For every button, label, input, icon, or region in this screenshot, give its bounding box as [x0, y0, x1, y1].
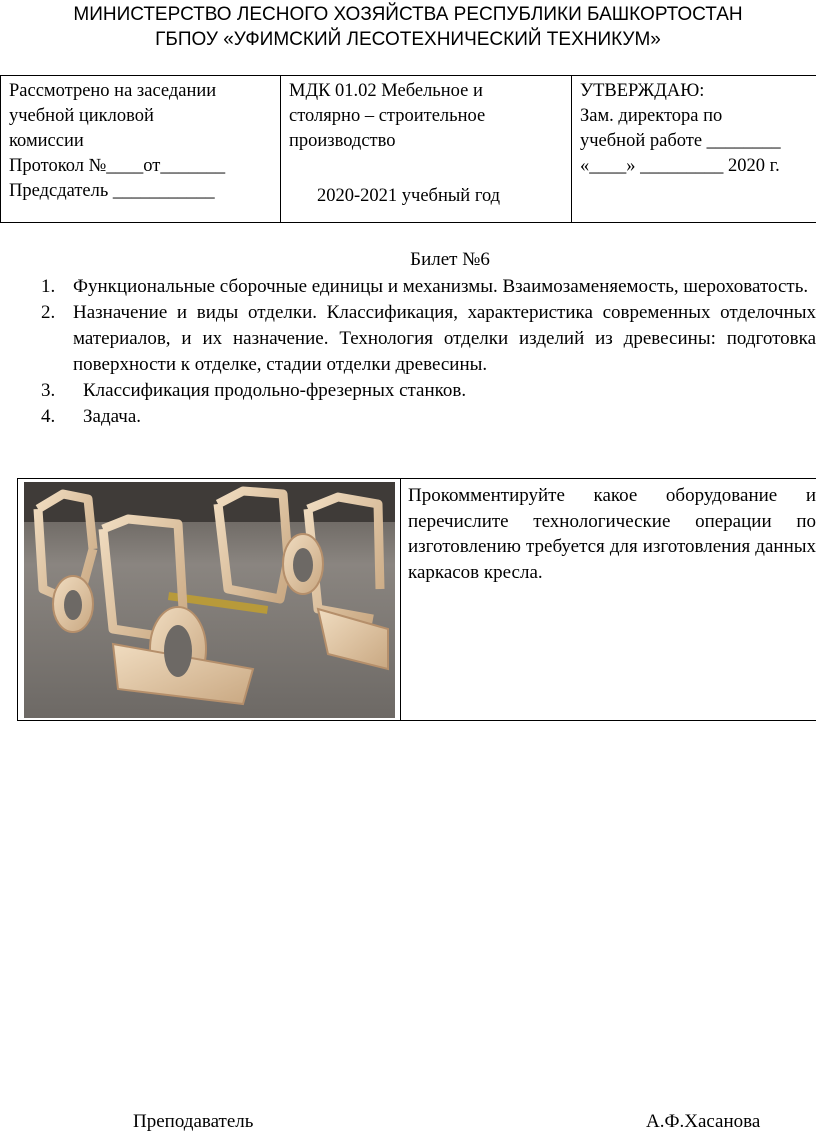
- question-list: [0, 274, 816, 430]
- chair-frames-photo: [18, 479, 401, 720]
- teacher-name: А.Ф.Хасанова: [646, 1111, 761, 1132]
- course-cell: [281, 76, 572, 222]
- commission-cell: [0, 76, 281, 222]
- task-description: Прокомментируйте какое оборудование и перечислите технологические операции по изготовлению требуется для изготовления данных каркасов кресла.: [408, 485, 816, 583]
- approve-cell: [572, 76, 816, 222]
- question-text: Функциональные сборочные единицы и механизмы. Взаимозаменяемость, шероховатость.: [73, 276, 809, 297]
- approve-date-line: «____» _________ 2020 г.: [580, 156, 780, 176]
- school-title: ГБПОУ «УФИМСКИЙ ЛЕСОТЕХНИЧЕСКИЙ ТЕХНИКУМ»: [155, 29, 661, 50]
- commission-line: комиссии: [9, 131, 84, 151]
- question-number: 2.: [41, 302, 56, 323]
- question-number: 1.: [41, 276, 56, 297]
- course-line: производство: [289, 131, 396, 151]
- ministry-title: МИНИСТЕРСТВО ЛЕСНОГО ХОЗЯЙСТВА РЕСПУБЛИКИ БАШКОРТОСТАН: [73, 4, 743, 25]
- commission-line: Рассмотрено на заседании: [9, 81, 217, 101]
- question-number: 3.: [41, 380, 56, 401]
- commission-line: учебной цикловой: [9, 106, 154, 126]
- protocol-line: Протокол №____от_______: [9, 156, 226, 176]
- course-line: столярно – строительное: [289, 106, 486, 126]
- approval-table: [0, 75, 816, 223]
- task-table: [17, 478, 816, 721]
- course-line: МДК 01.02 Мебельное и: [289, 81, 483, 101]
- question-item: [0, 404, 816, 430]
- question-number: 4.: [41, 406, 56, 427]
- question-item: [0, 300, 816, 378]
- question-item: [0, 274, 816, 300]
- question-text: Назначение и виды отделки. Классификация, характеристика современных отделочных материалов, и их назначение. Технология отделки изделий из древесины: подготовка поверхности к отделке, стадии отделки древесины.: [73, 302, 816, 375]
- teacher-role: Преподаватель: [133, 1111, 254, 1132]
- question-text: Классификация продольно-фрезерных станков.: [83, 380, 467, 401]
- academic-year: 2020-2021 учебный год: [317, 186, 501, 206]
- approve-line: учебной работе ________: [580, 131, 781, 151]
- question-item: [0, 378, 816, 404]
- approve-line: Зам. директора по: [580, 106, 723, 126]
- chairman-line: Предсдатель ___________: [9, 181, 215, 201]
- ticket-title: Билет №6: [410, 249, 490, 270]
- approve-line: УТВЕРЖДАЮ:: [580, 81, 705, 101]
- question-text: Задача.: [83, 406, 142, 427]
